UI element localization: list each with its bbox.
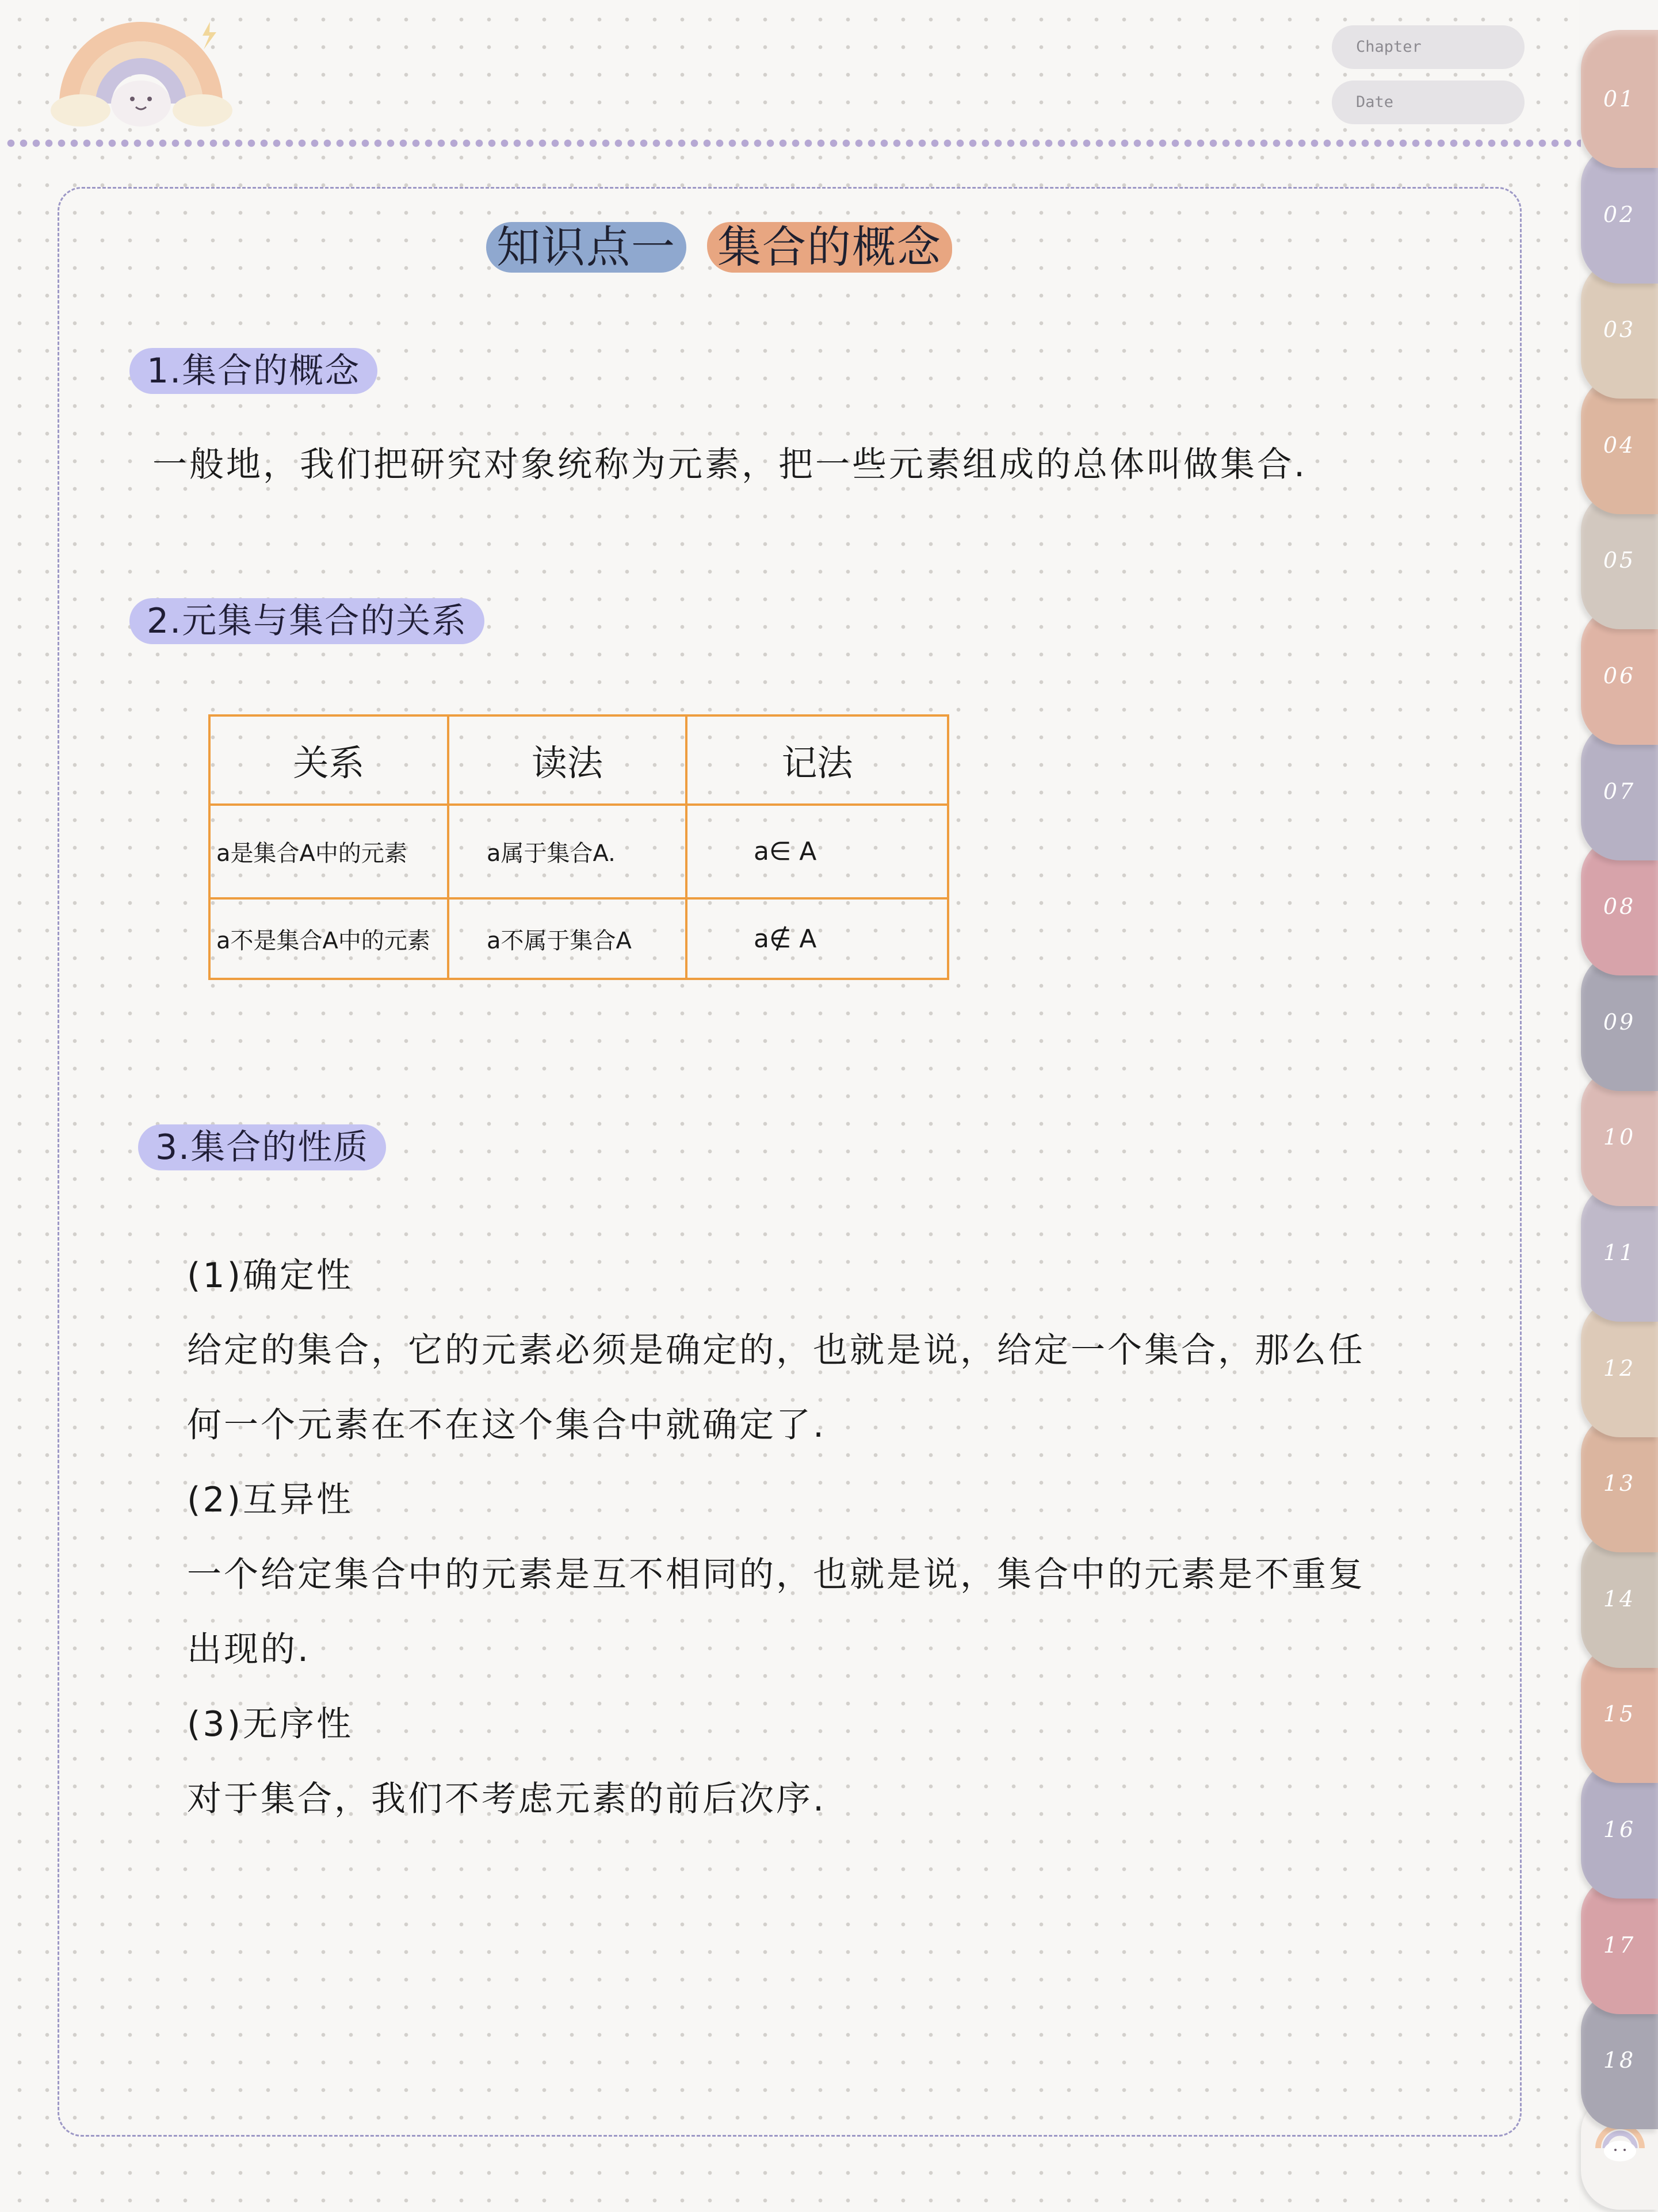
table-header: 记法 [687, 717, 947, 806]
header-divider [5, 139, 1581, 147]
property-line: (3)无序性 [187, 1704, 353, 1744]
table-header: 读法 [449, 717, 687, 806]
section-heading-3: 3.集合的性质 [138, 1124, 386, 1170]
table-header: 关系 [211, 717, 449, 806]
tab-05[interactable]: 05 [1581, 491, 1658, 629]
definition-text: 一般地，我们把研究对象统称为元素，把一些元素组成的总体叫做集合. [152, 445, 1308, 485]
tab-12[interactable]: 12 [1581, 1299, 1658, 1437]
date-field[interactable]: Date [1332, 81, 1525, 124]
tab-15[interactable]: 15 [1581, 1645, 1658, 1783]
tab-18[interactable]: 18 [1581, 1991, 1658, 2129]
tab-06[interactable]: 06 [1581, 607, 1658, 745]
rainbow-logo-icon [46, 17, 236, 132]
title-part-2: 集合的概念 [707, 222, 952, 273]
tab-11[interactable]: 11 [1581, 1184, 1658, 1322]
property-line: 何一个元素在不在这个集合中就确定了. [187, 1405, 827, 1445]
table-cell: a属于集合A. [449, 806, 687, 900]
tab-03[interactable]: 03 [1581, 261, 1658, 399]
tab-17[interactable]: 17 [1581, 1876, 1658, 2014]
tab-02[interactable]: 02 [1581, 146, 1658, 284]
tab-09[interactable]: 09 [1581, 953, 1658, 1091]
table-cell: a是集合A中的元素 [211, 806, 449, 900]
property-line: 给定的集合，它的元素必须是确定的，也就是说，给定一个集合，那么任 [187, 1330, 1365, 1371]
title-part-1: 知识点一 [486, 222, 686, 273]
tab-01[interactable]: 01 [1581, 30, 1658, 168]
table-cell: a∉ A [754, 924, 817, 954]
property-line: 一个给定集合中的元素是互不相同的，也就是说，集合中的元素是不重复 [187, 1555, 1365, 1595]
section-heading-2: 2.元集与集合的关系 [129, 598, 484, 644]
tab-04[interactable]: 04 [1581, 376, 1658, 514]
tab-07[interactable]: 07 [1581, 722, 1658, 860]
table-cell: a不属于集合A [449, 900, 687, 978]
relation-table [208, 714, 949, 980]
table-cell: a∈ A [687, 806, 947, 900]
tab-14[interactable]: 14 [1581, 1530, 1658, 1668]
property-line: (2)互异性 [187, 1480, 353, 1520]
tab-08[interactable]: 08 [1581, 837, 1658, 975]
property-line: 出现的. [187, 1629, 311, 1670]
tab-10[interactable]: 10 [1581, 1068, 1658, 1206]
chapter-field[interactable]: Chapter [1332, 25, 1525, 69]
property-line: (1)确定性 [187, 1256, 353, 1296]
tab-13[interactable]: 13 [1581, 1414, 1658, 1552]
section-heading-1: 1.集合的概念 [129, 348, 377, 394]
tab-16[interactable]: 16 [1581, 1761, 1658, 1899]
table-cell: a不是集合A中的元素 [211, 900, 449, 978]
page-title [486, 217, 952, 281]
property-line: 对于集合，我们不考虑元素的前后次序. [187, 1779, 827, 1819]
